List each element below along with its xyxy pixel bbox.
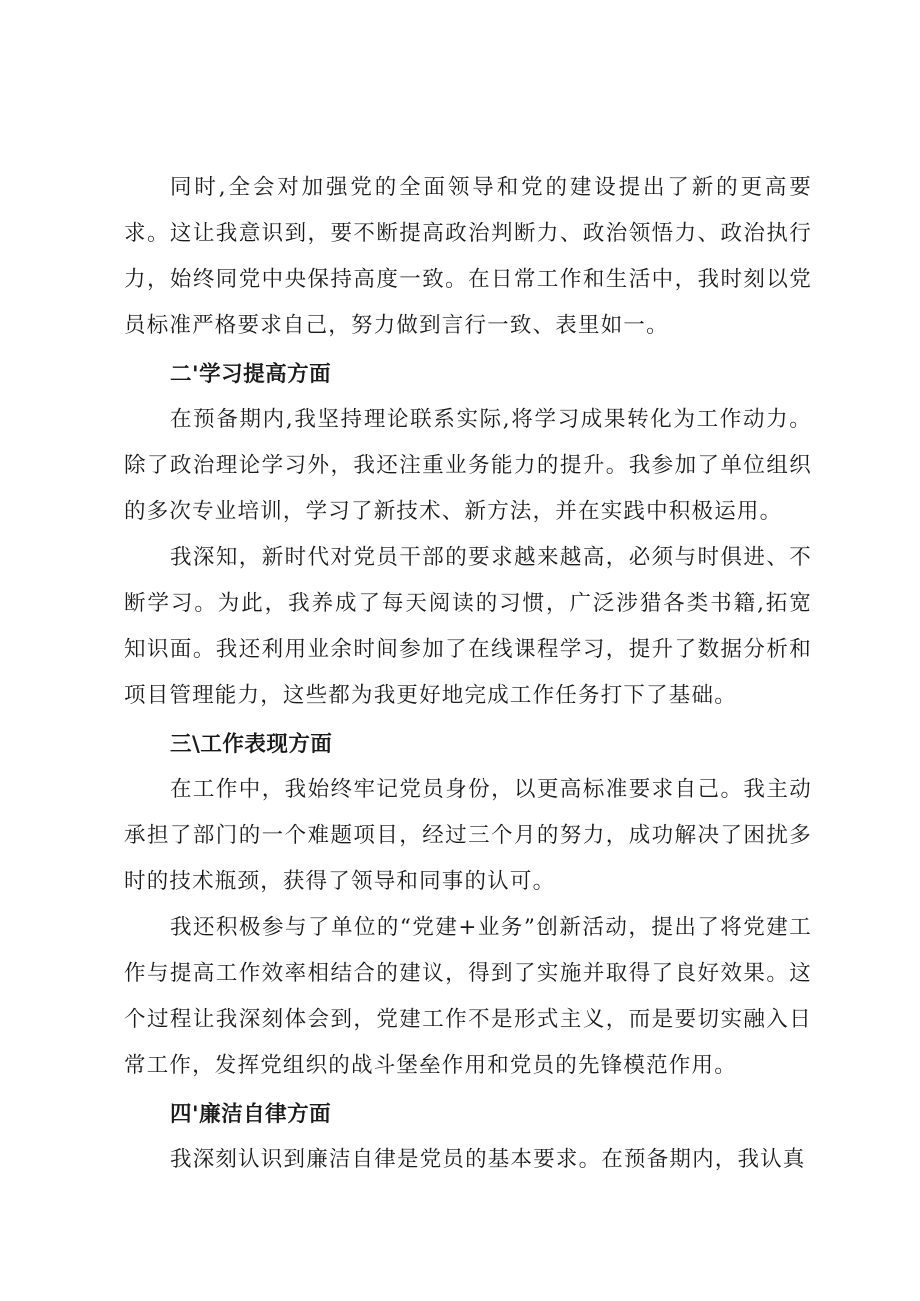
section-heading-work: 三\工作表现方面 [170,732,333,757]
section-heading-study: 二'学习提高方面 [170,362,332,387]
section-heading-integrity: 四'廉洁自律方面 [170,1102,332,1127]
paragraph-integrity: 我深刻认识到廉洁自律是党员的基本要求。在预备期内，我认真 [170,1147,806,1172]
paragraph-party-requirements: 同时,全会对加强党的全面领导和党的建设提出了新的更高要求。这让我意识到，要不断提高政治判断力、政治领悟力、政治执行力，始终同党中央保持高度一致。在日常工作和生活中，我时刻以党员标准严格要求自己，努力做到言行一致、表里如一。 [124,175,812,338]
paragraph-continuous-learning: 我深知，新时代对党员干部的要求越来越高，必须与时俱进、不断学习。为此，我养成了每天阅读的习惯，广泛涉猎各类书籍,拓宽知识面。我还利用业余时间参加了在线课程学习，提升了数据分析和项目管理能力，这些都为我更好地完成工作任务打下了基础。 [124,545,812,708]
paragraph-work-project: 在工作中，我始终牢记党员身份，以更高标准要求自己。我主动承担了部门的一个难题项目，经过三个月的努力，成功解决了困扰多时的技术瓶颈，获得了领导和同事的认可。 [124,777,812,894]
paragraph-study-practice: 在预备期内,我坚持理论联系实际,将学习成果转化为工作动力。除了政治理论学习外，我还注重业务能力的提升。我参加了单位组织的多次专业培训，学习了新技术、新方法，并在实践中积极运用。 [124,407,812,524]
paragraph-innovation-activity: 我还积极参与了单位的“党建+业务”创新活动，提出了将党建工作与提高工作效率相结合的建议，得到了实施并取得了良好效果。这个过程让我深刻体会到，党建工作不是形式主义，而是要切实融入日常工作，发挥党组织的战斗堡垒作用和党员的先锋模范作用。 [124,915,812,1078]
